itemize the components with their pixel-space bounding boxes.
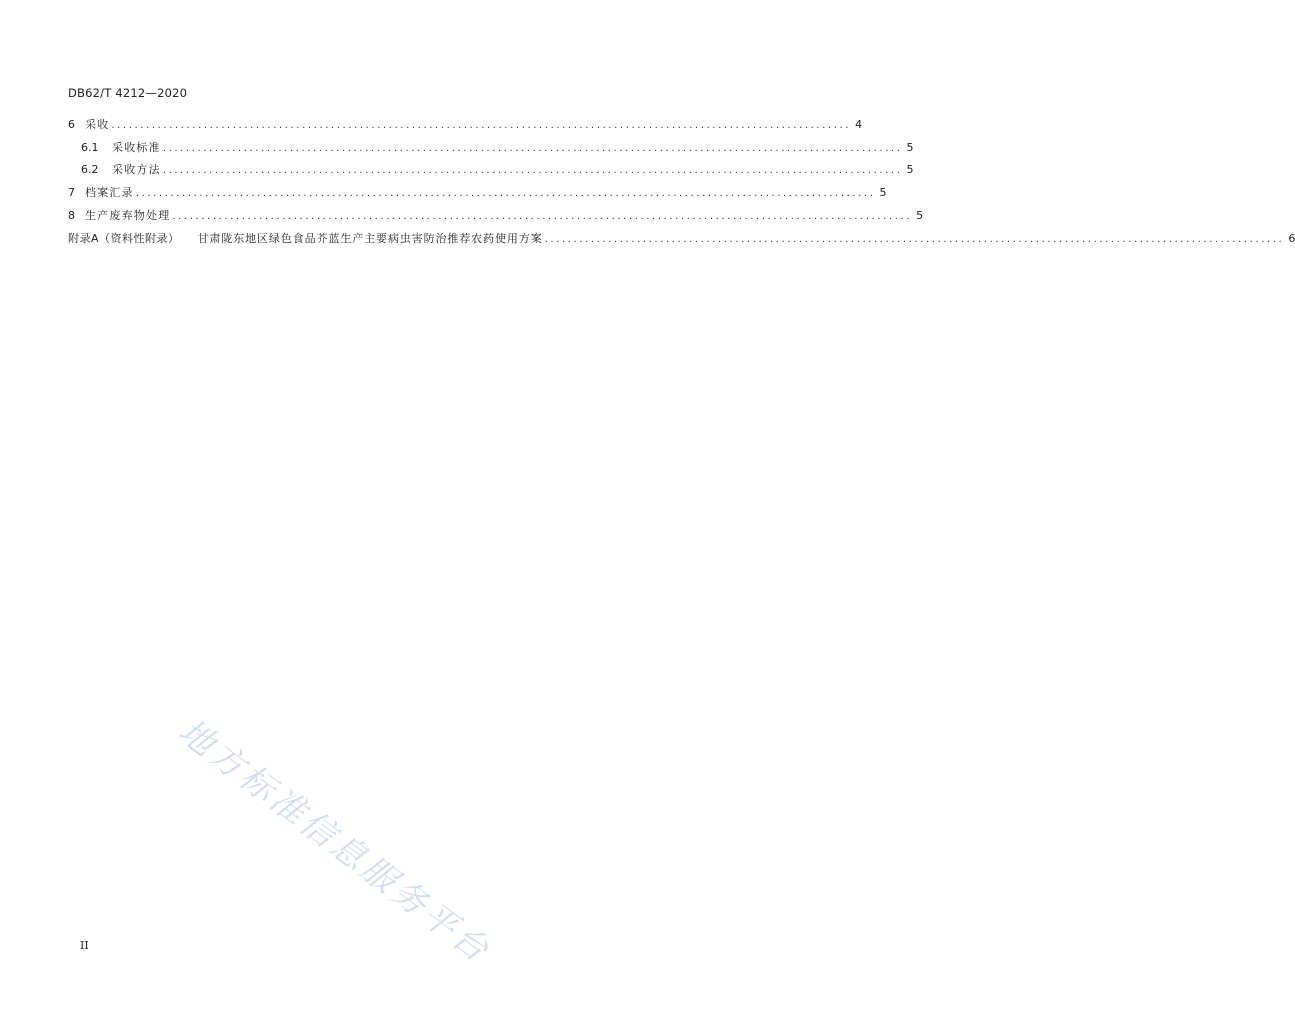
toc-entry-title: 生产废弃物处理 <box>85 209 171 222</box>
toc-leader-dots: ................................................................................................................................ <box>162 143 903 154</box>
toc-entry[interactable] <box>68 184 887 204</box>
toc-entry-page: 5 <box>906 141 914 154</box>
page-number: II <box>80 939 89 952</box>
toc-entry[interactable] <box>68 116 863 136</box>
toc-leader-dots: ................................................................................................................................ <box>544 234 1285 245</box>
toc-entry-number: 6.1 <box>81 141 99 154</box>
toc-entry[interactable] <box>68 161 914 181</box>
toc-entry-number: 附录A（资料性附录） <box>68 232 180 245</box>
toc-entry-page: 5 <box>906 163 914 176</box>
toc-entry-title: 甘肃陇东地区绿色食品芥蓝生产主要病虫害防治推荐农药使用方案 <box>197 232 543 245</box>
document-code: DB62/T 4212—2020 <box>68 86 188 100</box>
toc-leader-dots: ................................................................................................................................ <box>162 165 903 176</box>
toc-entry[interactable] <box>68 139 914 159</box>
toc-entry-number: 8 <box>68 209 75 222</box>
toc-entry-title: 采收方法 <box>112 163 161 176</box>
toc-entry-number: 6 <box>68 118 75 131</box>
toc-entry[interactable] <box>68 207 924 227</box>
toc-leader-dots: ................................................................................................................................ <box>111 120 852 131</box>
toc-entry-title: 档案汇录 <box>85 186 134 199</box>
toc-entry-appendix[interactable] <box>68 230 1295 250</box>
toc-entry-page: 4 <box>855 118 863 131</box>
watermark: 地方标准信息服务平台 <box>170 711 499 972</box>
toc-leader-dots: ................................................................................................................................ <box>172 211 913 222</box>
toc-leader-dots: ................................................................................................................................ <box>135 188 876 199</box>
toc-entry-page: 5 <box>916 209 924 222</box>
toc-entry-page: 6 <box>1288 232 1295 245</box>
toc-entry-number: 7 <box>68 186 75 199</box>
toc-entry-title: 采收 <box>85 118 110 131</box>
toc-entry-title: 采收标准 <box>112 141 161 154</box>
toc-entry-number: 6.2 <box>81 163 99 176</box>
toc-entry-page: 5 <box>879 186 887 199</box>
